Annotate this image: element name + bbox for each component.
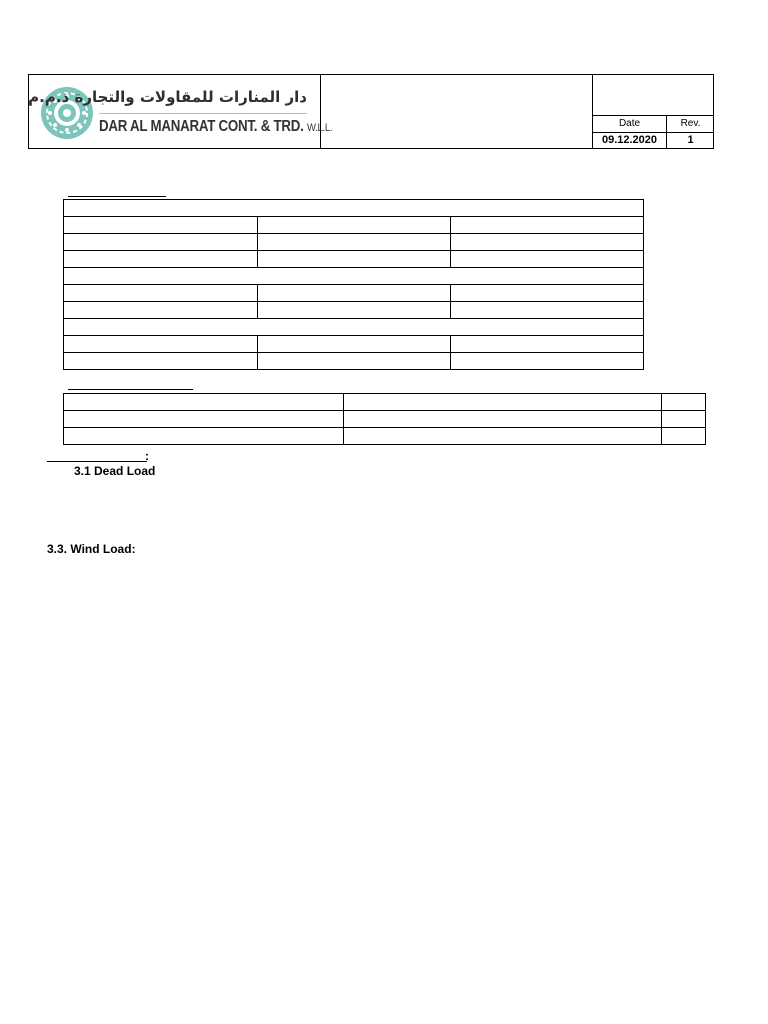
table-cell	[344, 394, 662, 411]
section-heading-underline	[47, 461, 147, 462]
load-table	[63, 199, 644, 370]
table-cell	[662, 428, 706, 445]
table-row	[64, 319, 644, 336]
table-row	[64, 285, 644, 302]
table-row	[64, 302, 644, 319]
table-cell	[451, 285, 644, 302]
company-name: DAR AL MANARAT CONT. & TRD.	[99, 118, 304, 135]
section-heading-colon: :	[145, 449, 149, 463]
company-name-english	[99, 118, 332, 136]
table-cell	[258, 234, 451, 251]
table-cell	[64, 251, 258, 268]
wind-load-heading: 3.3. Wind Load:	[47, 542, 136, 556]
table-cell	[451, 251, 644, 268]
table-cell	[451, 302, 644, 319]
table-cell	[64, 268, 644, 285]
table-row	[64, 200, 644, 217]
table-cell	[64, 234, 258, 251]
date-value: 09.12.2020	[601, 134, 658, 146]
table-cell	[258, 251, 451, 268]
table-cell	[64, 411, 344, 428]
section-heading-underline	[68, 389, 193, 390]
table-cell	[662, 411, 706, 428]
dead-load-heading: 3.1 Dead Load	[74, 464, 156, 478]
table-row	[64, 428, 706, 445]
table-cell	[64, 428, 344, 445]
table-cell	[451, 353, 644, 370]
table-row	[64, 336, 644, 353]
table-row	[64, 251, 644, 268]
document-header	[28, 74, 714, 149]
table-cell	[258, 353, 451, 370]
rev-value: 1	[687, 134, 694, 146]
table-cell	[64, 336, 258, 353]
table-cell	[64, 394, 344, 411]
table-cell	[64, 200, 644, 217]
table-cell	[64, 353, 258, 370]
table-cell	[258, 336, 451, 353]
table-row	[64, 234, 644, 251]
table-cell	[64, 302, 258, 319]
table-cell	[258, 217, 451, 234]
date-label: Date	[618, 118, 641, 129]
company-suffix: W.L.L.	[307, 122, 333, 134]
table-cell	[64, 285, 258, 302]
table-row	[64, 268, 644, 285]
table-cell	[258, 302, 451, 319]
table-cell	[451, 217, 644, 234]
table-row	[64, 217, 644, 234]
table-row	[64, 353, 644, 370]
table-cell	[344, 428, 662, 445]
table-cell	[64, 319, 644, 336]
logo-divider	[99, 113, 307, 114]
table-cell	[662, 394, 706, 411]
table-cell	[64, 217, 258, 234]
table-row	[64, 411, 706, 428]
rev-label: Rev.	[680, 118, 701, 129]
table-cell	[451, 336, 644, 353]
table-cell	[344, 411, 662, 428]
header-divider	[320, 75, 321, 148]
company-name-arabic: دار المنارات للمقاولات والتجارة ذ.م.م	[28, 88, 307, 106]
table-cell	[451, 234, 644, 251]
table-cell	[258, 285, 451, 302]
table-row	[64, 394, 706, 411]
materials-table	[63, 393, 706, 445]
section-heading-underline	[68, 196, 166, 197]
